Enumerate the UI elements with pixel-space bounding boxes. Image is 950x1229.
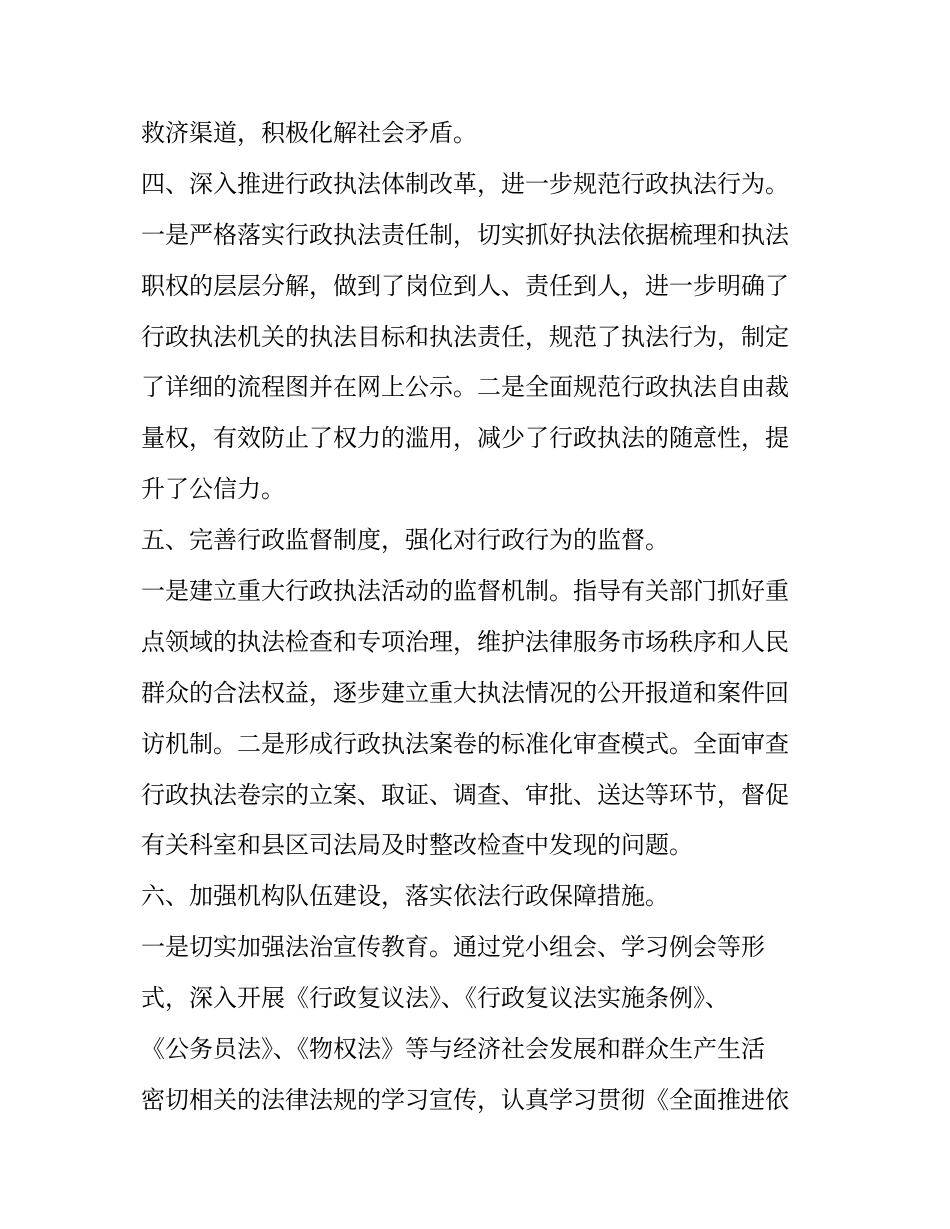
text-line: 一是严格落实行政执法责任制，切实抓好执法依据梳理和执法	[141, 220, 789, 249]
text-line: 《公务员法》、《物权法》等与经济社会发展和群众生产生活	[141, 1035, 765, 1064]
text-line: 救济渠道，积极化解社会矛盾。	[141, 119, 477, 147]
section-heading-6: 六、加强机构队伍建设，落实依法行政保障措施。	[141, 882, 669, 911]
text-line: 职权的层层分解，做到了岗位到人、责任到人，进一步明确了	[141, 271, 789, 300]
section-heading-4: 四、深入推进行政执法体制改革，进一步规范行政执法行为。	[141, 169, 789, 198]
text-line: 行政执法机关的执法目标和执法责任，规范了执法行为，制定	[141, 322, 789, 351]
section-heading-5: 五、完善行政监督制度，强化对行政行为的监督。	[141, 526, 669, 555]
text-line: 访机制。二是形成行政执法案卷的标准化审查模式。全面审查	[141, 729, 789, 758]
text-line: 升了公信力。	[141, 475, 285, 504]
text-line: 一是建立重大行政执法活动的监督机制。指导有关部门抓好重	[141, 577, 789, 606]
text-line: 了详细的流程图并在网上公示。二是全面规范行政执法自由裁	[141, 373, 789, 402]
text-line: 密切相关的法律法规的学习宣传，认真学习贯彻《全面推进依	[141, 1085, 789, 1114]
text-line: 一是切实加强法治宣传教育。通过党小组会、学习例会等形	[141, 933, 765, 962]
text-line: 有关科室和县区司法局及时整改检查中发现的问题。	[141, 831, 693, 860]
document-body	[141, 108, 821, 1126]
text-line: 量权，有效防止了权力的滥用，减少了行政执法的随意性，提	[141, 424, 789, 453]
text-line: 式，深入开展《行政复议法》、《行政复议法实施条例》、	[141, 984, 729, 1013]
text-line: 行政执法卷宗的立案、取证、调查、审批、送达等环节，督促	[141, 780, 789, 809]
text-line: 点领域的执法检查和专项治理，维护法律服务市场秩序和人民	[141, 627, 789, 656]
text-line: 群众的合法权益，逐步建立重大执法情况的公开报道和案件回	[141, 678, 789, 707]
